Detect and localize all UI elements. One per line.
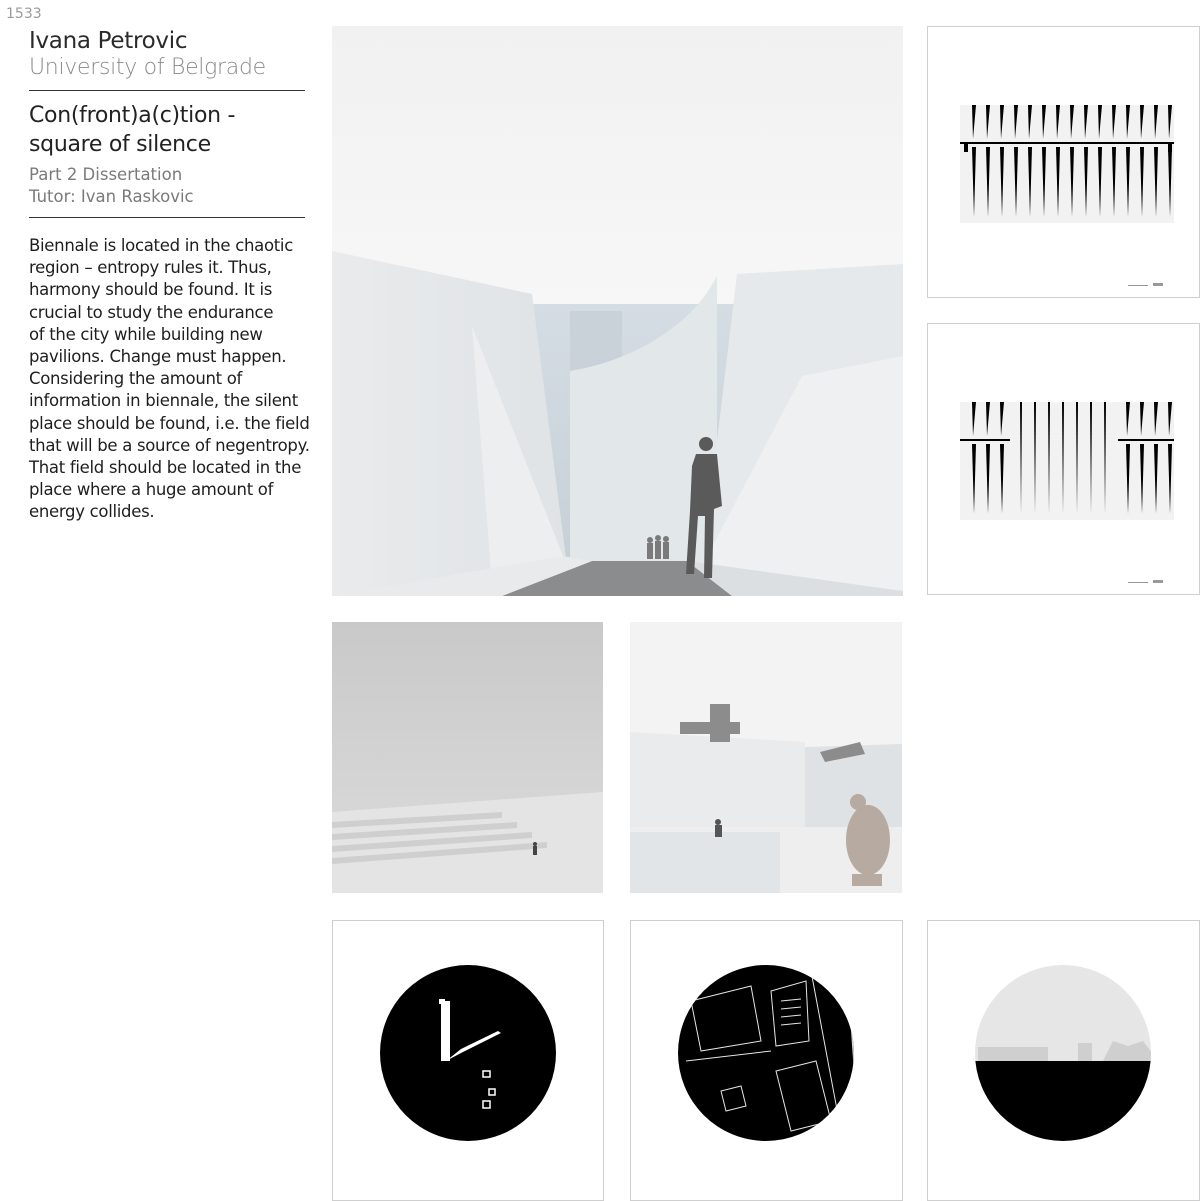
description-line: That field should be located in the <box>29 458 302 478</box>
square-render-image <box>630 622 902 893</box>
description-line: region – entropy rules it. Thus, <box>29 258 272 278</box>
divider <box>29 90 305 91</box>
circular-plan-1 <box>332 920 604 1201</box>
project-description <box>29 235 314 524</box>
circular-section <box>927 920 1200 1201</box>
project-title <box>29 101 309 159</box>
description-line: Biennale is located in the chaotic <box>29 236 293 255</box>
project-title-line: Con(front)a(c)tion - <box>29 103 236 128</box>
description-line: crucial to study the endurance <box>29 302 274 322</box>
description-line: place should be found, i.e. the field <box>29 413 310 433</box>
description-line: pavilions. Change must happen. <box>29 347 287 367</box>
description-line: harmony should be found. It is <box>29 280 273 300</box>
description-line: of the city while building new <box>29 324 263 344</box>
page-number: 1533 <box>6 6 42 22</box>
subtitle-line: Part 2 Dissertation <box>29 165 183 184</box>
elevation-drawing-2 <box>927 323 1200 595</box>
main-render-image <box>332 26 903 596</box>
subtitle-line: Tutor: Ivan Raskovic <box>29 187 194 206</box>
description-line: information in biennale, the silent <box>29 391 298 411</box>
project-title-line: square of silence <box>29 132 211 157</box>
circular-plan-2 <box>630 920 903 1201</box>
description-line: that will be a source of negentropy. <box>29 435 310 455</box>
author-name: Ivana Petrovic <box>29 28 188 54</box>
steps-render-image <box>332 622 603 893</box>
project-subtitle <box>29 164 194 208</box>
description-line: place where a huge amount of <box>29 480 274 500</box>
elevation-drawing-1 <box>927 26 1200 298</box>
university-name: University of Belgrade <box>29 55 266 80</box>
divider <box>29 217 305 218</box>
description-line: Considering the amount of <box>29 369 243 389</box>
description-line: energy collides. <box>29 502 155 522</box>
